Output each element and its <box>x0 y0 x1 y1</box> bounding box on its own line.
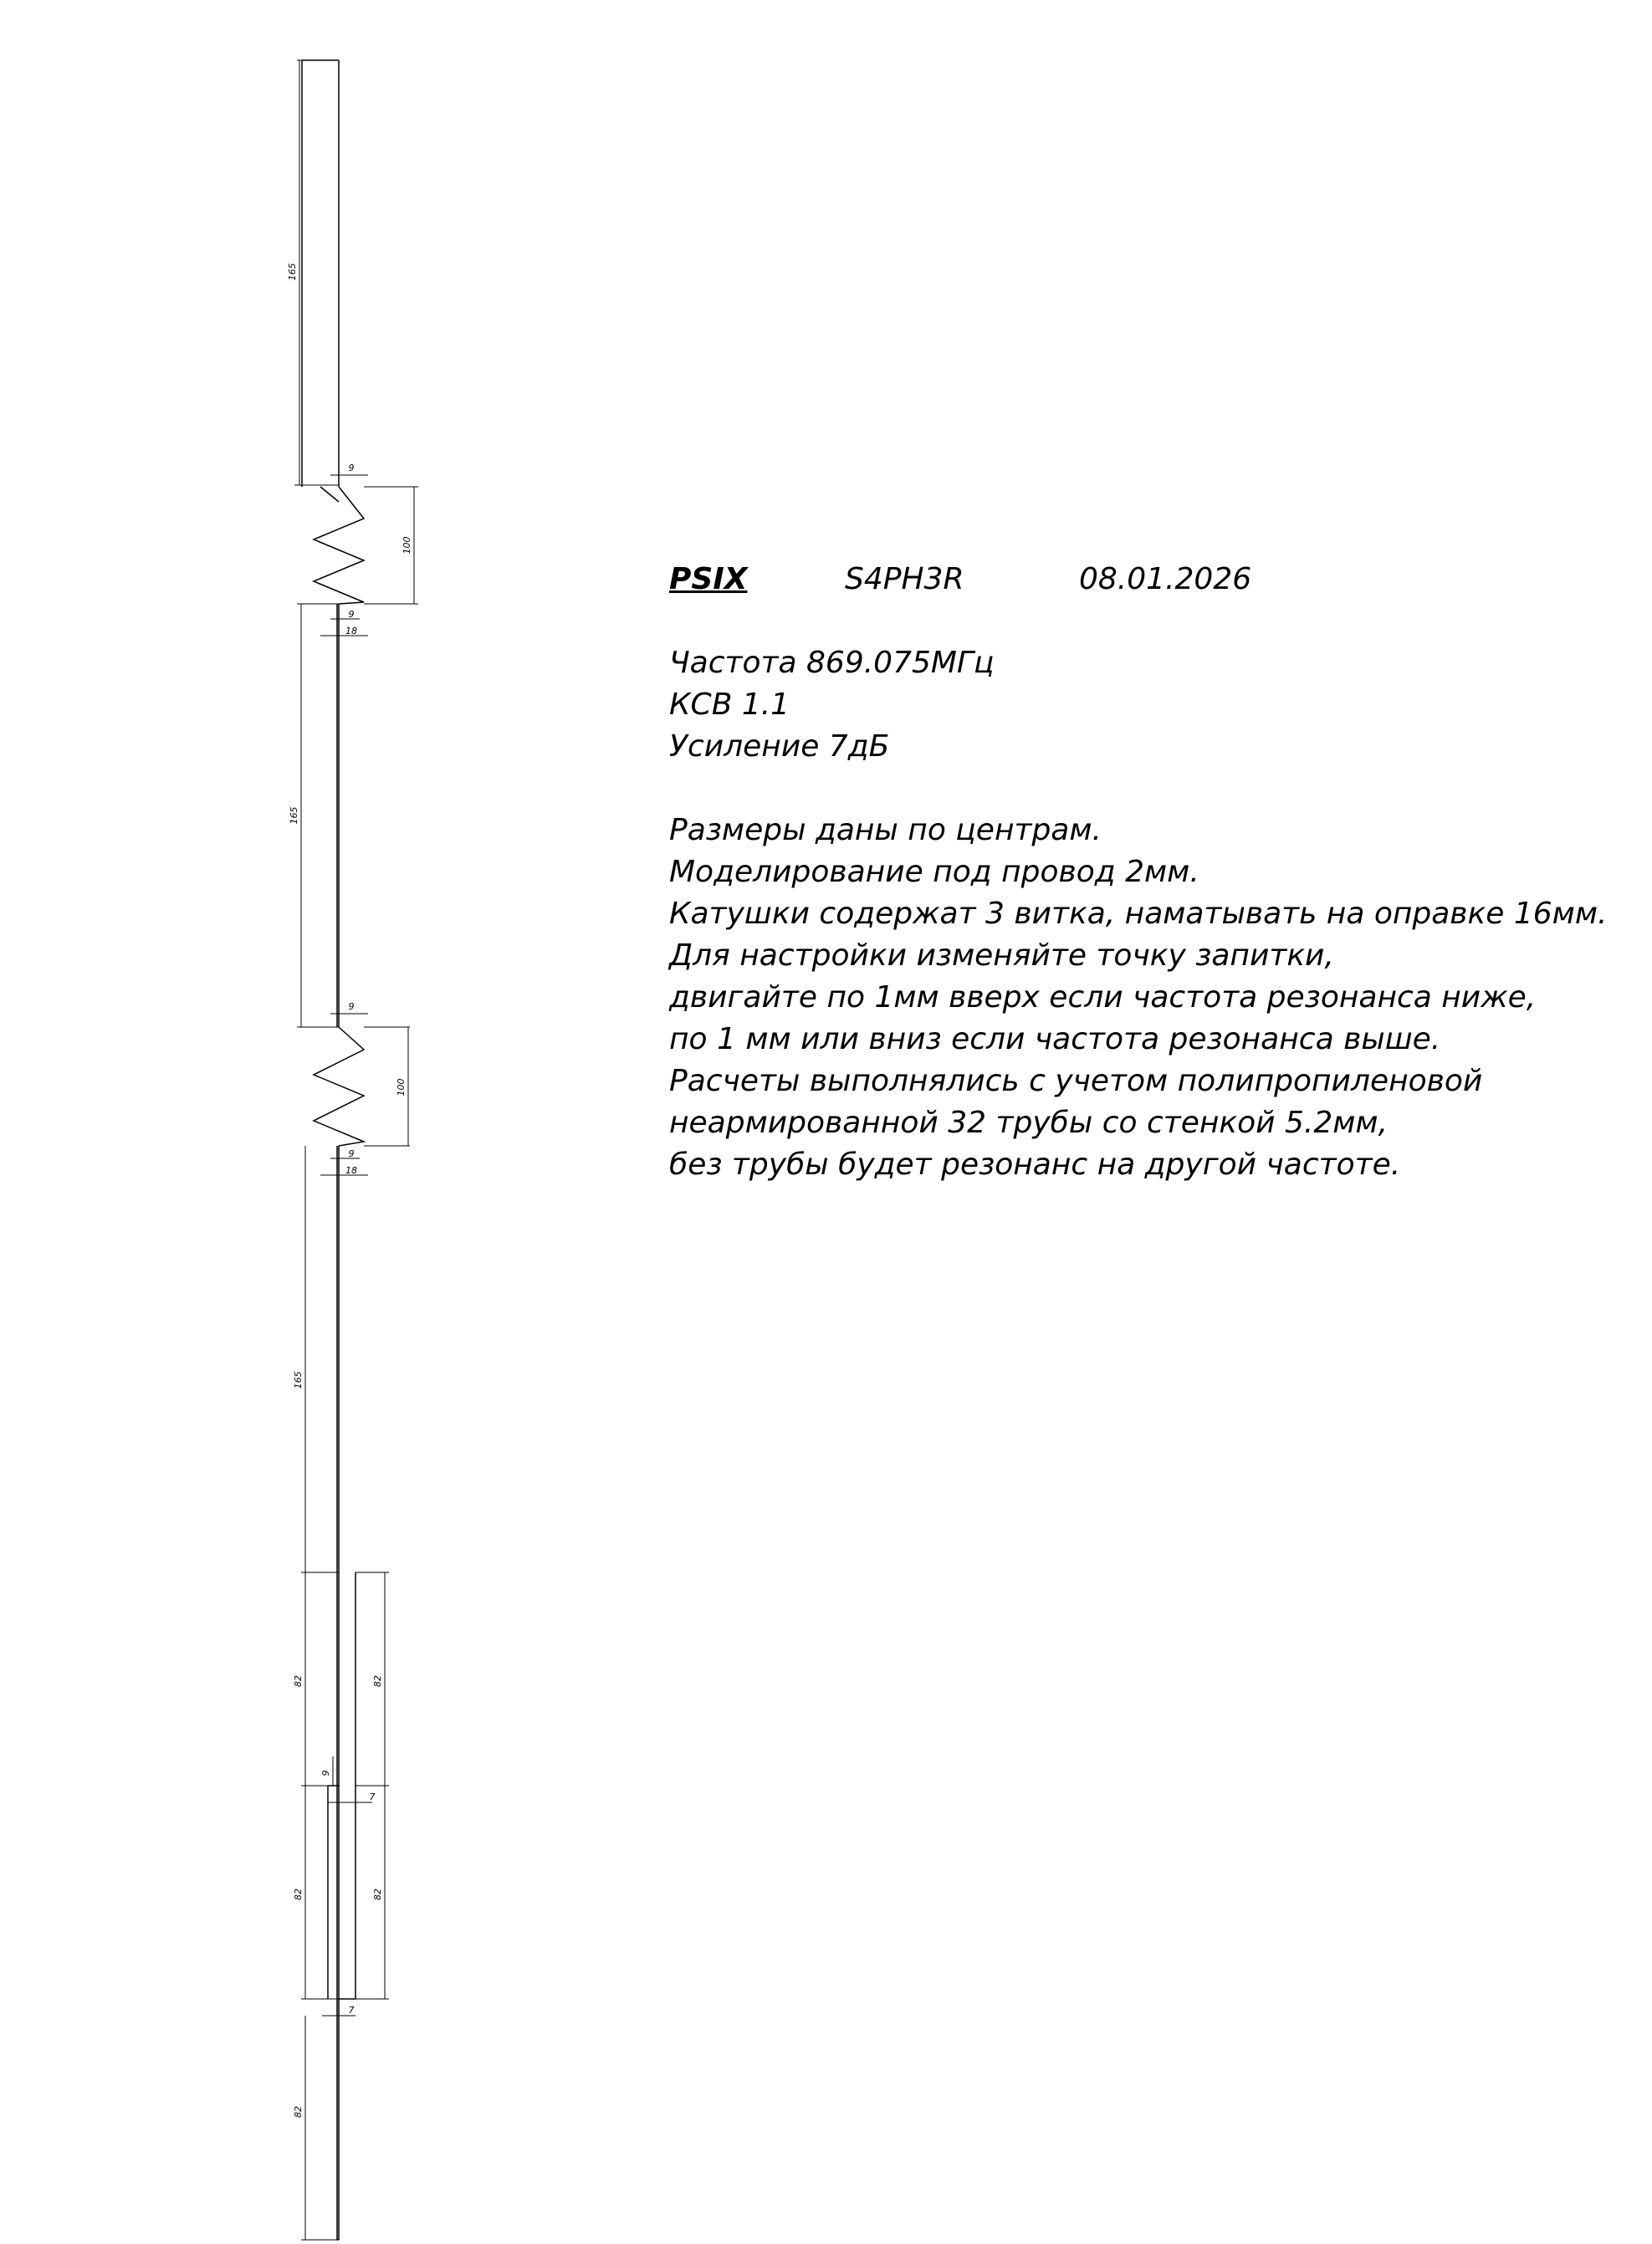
note-line: без трубы будет резонанс на другой частоте. <box>669 1148 1401 1182</box>
dim-label-coil1-width: 18 <box>345 626 357 636</box>
dim-label-feed-upper-left: 82 <box>293 1675 304 1687</box>
note-line: Моделирование под провод 2мм. <box>669 855 1199 889</box>
dim-label-feed-gap: 9 <box>320 1770 331 1776</box>
dim-label-feed-offset-bottom: 7 <box>348 2005 355 2016</box>
note-line: Для настройки изменяйте точку запитки, <box>669 938 1334 973</box>
specs-block <box>669 642 1639 768</box>
brand-name: PSIX <box>669 562 748 596</box>
dim-label-feed-upper-right: 82 <box>372 1675 383 1687</box>
dim-label-coil1-height: 100 <box>401 536 412 555</box>
spec-frequency: Частота 869.075МГц <box>669 646 995 680</box>
spec-gain: Усиление 7дБ <box>669 729 890 764</box>
middle-radiator <box>337 604 339 1027</box>
dim-label-coil1-lead: 9 <box>348 609 355 620</box>
note-line: Расчеты выполнялись с учетом полипропиленовой <box>669 1064 1483 1098</box>
top-radiator <box>302 60 339 487</box>
dim-label-bottom-section: 82 <box>293 2106 304 2118</box>
dim-label-top-section: 165 <box>287 263 298 281</box>
coil-1 <box>314 487 364 604</box>
spec-swr: КСВ 1.1 <box>669 688 790 722</box>
dim-label-coil2-lead: 9 <box>348 1148 355 1159</box>
dim-label-lower-section: 165 <box>293 1371 304 1389</box>
dim-label-feed-lower-left: 82 <box>293 1889 304 1900</box>
title-block <box>669 559 1639 601</box>
dim-label-feed-lower-right: 82 <box>372 1889 383 1900</box>
dim-label-middle-section: 165 <box>289 806 299 825</box>
dimension-lines <box>294 60 418 2240</box>
model-name: S4PH3R <box>845 562 964 596</box>
drawing-date: 08.01.2026 <box>1079 562 1252 596</box>
dim-label-coil2-height: 100 <box>396 1078 407 1096</box>
dim-label-coil1-pitch: 9 <box>348 463 355 473</box>
note-line: неармированной 32 трубы со стенкой 5.2мм, <box>669 1106 1389 1140</box>
note-line: двигайте по 1мм вверх если частота резонанса ниже, <box>669 980 1537 1015</box>
note-line: Размеры даны по центрам. <box>669 813 1102 847</box>
dim-label-coil2-width: 18 <box>345 1165 357 1176</box>
note-line: по 1 мм или вниз если частота резонанса выше. <box>669 1022 1441 1056</box>
lower-radiator <box>337 1146 339 2240</box>
dim-label-feed-offset-top: 7 <box>369 1792 376 1802</box>
notes-panel <box>669 559 1639 1186</box>
notes-block <box>669 810 1639 1186</box>
coil-2 <box>314 1027 364 1146</box>
note-line: Катушки содержат 3 витка, наматывать на оправке 16мм. <box>669 897 1608 931</box>
dim-label-coil2-pitch: 9 <box>348 1001 355 1012</box>
